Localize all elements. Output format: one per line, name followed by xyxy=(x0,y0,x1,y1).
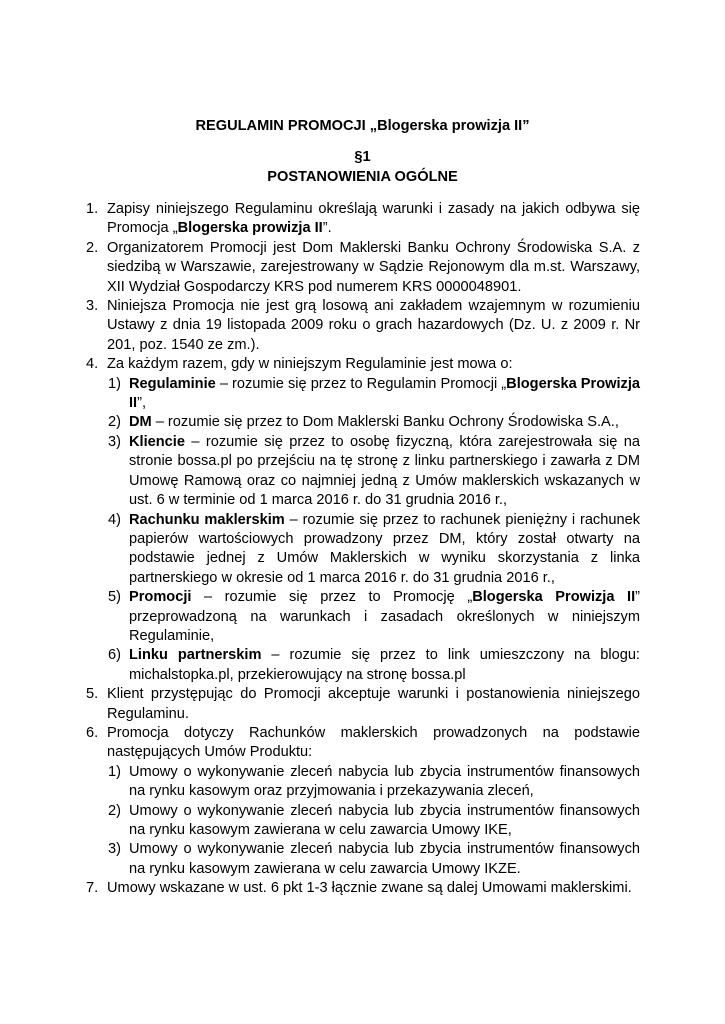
definition-text-end: ”, xyxy=(137,395,147,412)
definition-text: – rozumie się przez to osobę fizyczną, która zarejestrowała się na stronie bossa.pl po przejściu na tę stronę z linku partnerskiego i zawarła z DM Umowę Ramową oraz co najmniej jedną z Umów maklerskich wskazanych w ust. 6 w terminie od 1 marca 2016 r. do 31 grudnia 2016 r., xyxy=(129,433,640,509)
item-number: 2. xyxy=(86,239,99,256)
product-agreement-2 xyxy=(86,802,640,841)
list-item-5 xyxy=(86,685,640,724)
term: DM xyxy=(129,414,152,431)
sub-number: 2) xyxy=(108,802,121,819)
promotion-name: Blogerska Prowizja II xyxy=(129,375,640,412)
regulation-list xyxy=(86,200,640,899)
agreement-text: Umowy o wykonywanie zleceń nabycia lub zbycia instrumentów finansowych na rynku kasowym zawierana w celu zawarcia Umowy IKE, xyxy=(129,802,640,838)
definition-rachunek xyxy=(86,511,640,589)
item-number: 1. xyxy=(86,201,99,217)
term: Regulaminie xyxy=(129,375,216,392)
sub-number: 5) xyxy=(108,589,121,606)
sub-number: 6) xyxy=(108,647,121,664)
definition-link xyxy=(86,646,640,685)
agreement-text: Umowy o wykonywanie zleceń nabycia lub zbycia instrumentów finansowych na rynku kasowym oraz przyjmowania i przekazywania zleceń, xyxy=(129,763,640,800)
definition-promocja xyxy=(86,588,640,646)
item-number: 6. xyxy=(86,724,99,741)
list-item-2 xyxy=(86,239,640,297)
definition-text: – rozumie się przez to Promocję „ xyxy=(191,589,473,606)
list-item-1 xyxy=(86,200,640,239)
product-agreement-3 xyxy=(86,840,640,879)
list-item-7 xyxy=(86,879,640,898)
definition-text: – rozumie się przez to Regulamin Promocji „ xyxy=(215,375,507,392)
item-text: Niniejsza Promocja nie jest grą losową ani zakładem wzajemnym w rozumieniu Ustawy z dnia 19 listopada 2009 roku o grach hazardowych (Dz. U. z 2009 r. Nr 201, poz. 1540 ze zm.). xyxy=(107,298,640,353)
page-title: REGULAMIN PROMOCJI „Blogerska prowizja II” xyxy=(195,118,530,134)
item-text: Za każdym razem, gdy w niniejszym Regulaminie jest mowa o: xyxy=(107,356,513,373)
term: Linku partnerskim xyxy=(129,647,262,664)
term: Promocji xyxy=(129,589,192,606)
sub-number: 3) xyxy=(108,841,121,858)
term: Kliencie xyxy=(129,433,185,450)
sub-number: 2) xyxy=(108,414,121,431)
definition-text-end: ” przeprowadzoną na warunkach i zasadach określonych w niniejszym Regulaminie, xyxy=(129,589,640,644)
list-item-4 xyxy=(86,355,640,374)
definition-dm xyxy=(86,413,640,432)
item-text-end: ”. xyxy=(322,220,332,237)
definition-text: – rozumie się przez to link umieszczony na blogu: michalstopka.pl, przekierowujący na stronę bossa.pl xyxy=(129,647,640,683)
item-text: Umowy wskazane w ust. 6 pkt 1-3 łącznie zwane są dalej Umowami maklerskimi. xyxy=(107,880,632,897)
item-text: Zapisy niniejszego Regulaminu określają warunki i zasady na jakich odbywa się Promocja „ xyxy=(107,201,640,237)
definition-klient xyxy=(86,433,640,511)
section-number: §1 xyxy=(354,149,371,165)
definition-regulamin xyxy=(86,375,640,414)
agreement-text: Umowy o wykonywanie zleceń nabycia lub zbycia instrumentów finansowych na rynku kasowym zawierana w celu zawarcia Umowy IKZE. xyxy=(129,841,640,877)
item-number: 3. xyxy=(86,298,99,315)
definition-text: – rozumie się przez to Dom Maklerski Banku Ochrony Środowiska S.A., xyxy=(151,414,619,431)
product-agreement-1 xyxy=(86,763,640,802)
item-text: Promocja dotyczy Rachunków maklerskich prowadzonych na podstawie następujących Umów Produktu: xyxy=(107,724,640,761)
sub-number: 1) xyxy=(108,763,121,780)
term: Rachunku maklerskim xyxy=(129,511,285,528)
list-item-6 xyxy=(86,724,640,763)
section-title: POSTANOWIENIA OGÓLNE xyxy=(267,169,458,185)
sub-number: 3) xyxy=(108,433,121,450)
item-number: 4. xyxy=(86,356,99,373)
sub-number: 1) xyxy=(108,375,121,392)
item-text: Organizatorem Promocji jest Dom Maklerski Banku Ochrony Środowiska S.A. z siedzibą w Warszawie, zarejestrowany w Sądzie Rejonowym dla m.st. Warszawy, XII Wydział Gospodarczy KRS pod numerem KRS 0000048901. xyxy=(107,239,640,295)
promotion-name: Blogerska Prowizja II xyxy=(472,589,636,606)
item-number: 7. xyxy=(86,880,99,897)
definition-text: – rozumie się przez to rachunek pieniężny i rachunek papierów wartościowych prowadzony przez DM, który został otwarty na podstawie jednej z Umów Maklerskich w wyniku skorzystania z linka partnerskiego w okresie od 1 marca 2016 r. do 31 grudnia 2016 r., xyxy=(129,511,640,586)
sub-number: 4) xyxy=(108,511,121,528)
item-number: 5. xyxy=(86,686,99,703)
promotion-name: Blogerska prowizja II xyxy=(177,220,323,237)
item-text: Klient przystępując do Promocji akceptuje warunki i postanowienia niniejszego Regulaminu. xyxy=(107,686,640,722)
list-item-3 xyxy=(86,297,640,355)
